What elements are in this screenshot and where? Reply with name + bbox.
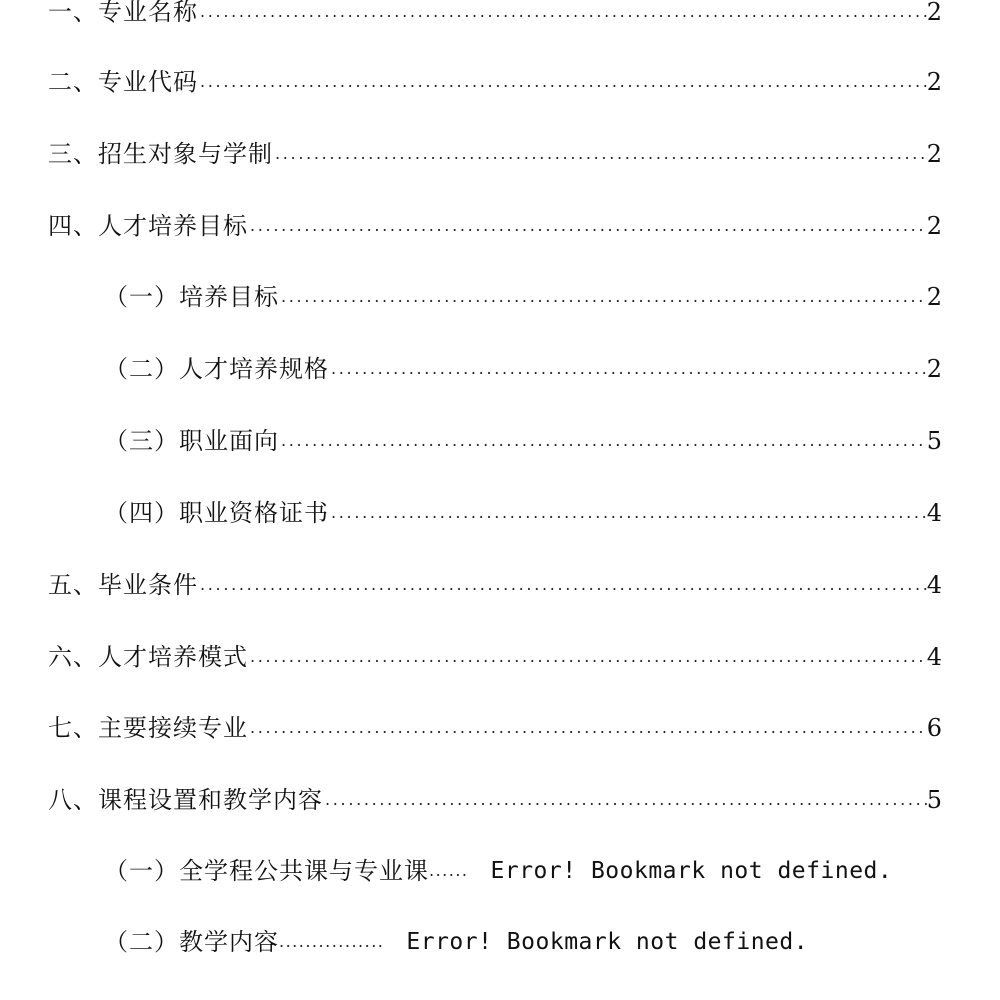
toc-leader (279, 421, 927, 461)
toc-entry-page: 6 (926, 714, 942, 742)
toc-entry[interactable] (48, 134, 942, 174)
toc-leader (248, 206, 927, 246)
toc-leader (329, 493, 927, 533)
toc-entry-title: （一）培养目标 (104, 283, 279, 311)
toc-entry-title: 二、专业代码 (48, 68, 198, 96)
toc-entry-title: 四、人才培养目标 (48, 212, 248, 240)
toc-leader: ................ (279, 932, 385, 951)
toc-leader (279, 277, 927, 317)
toc-entry-title: （三）职业面向 (104, 427, 279, 455)
toc-entry[interactable] (104, 493, 942, 533)
toc-entry-page: 2 (926, 0, 942, 26)
toc-entry-page: 4 (926, 643, 942, 671)
toc-leader (198, 565, 927, 605)
toc-leader (198, 62, 927, 102)
toc-leader (329, 349, 927, 389)
toc-leader (273, 134, 927, 174)
toc-entry-title: （二）教学内容 (104, 928, 279, 956)
toc-entry-title: 七、主要接续专业 (48, 714, 248, 742)
toc-leader (248, 708, 927, 748)
toc-entry[interactable] (48, 0, 942, 32)
toc-leader (323, 780, 927, 820)
toc-entry[interactable] (104, 421, 942, 461)
toc-leader (198, 0, 927, 32)
toc-entry[interactable] (48, 565, 942, 605)
toc-entry-page: 2 (926, 68, 942, 96)
toc-entry-title: 五、毕业条件 (48, 571, 198, 599)
toc-entry-page: 4 (926, 499, 942, 527)
toc-entry[interactable] (104, 349, 942, 389)
toc-entry-page: 4 (926, 571, 942, 599)
toc-entry-page: 2 (926, 140, 942, 168)
toc-entry[interactable] (48, 637, 942, 677)
toc-entry-page: 2 (926, 283, 942, 311)
toc-error-text: Error! Bookmark not defined. (406, 929, 809, 955)
toc-entry[interactable] (48, 206, 942, 246)
toc-entry-title: （二）人才培养规格 (104, 355, 329, 383)
toc-entry-title: （一）全学程公共课与专业课 (104, 857, 429, 885)
toc-entry-page: 2 (926, 355, 942, 383)
toc-entry-title: 三、招生对象与学制 (48, 140, 273, 168)
toc-entry-page: 2 (926, 212, 942, 240)
toc-entry-title: 六、人才培养模式 (48, 643, 248, 671)
toc-entry-title: （四）职业资格证书 (104, 499, 329, 527)
toc-leader (248, 637, 927, 677)
toc-leader: ...... (429, 861, 469, 880)
toc-entry-page: 5 (926, 427, 942, 455)
toc-entry[interactable] (104, 851, 942, 891)
toc-entry-title: 一、专业名称 (48, 0, 198, 26)
toc-entry[interactable] (104, 922, 942, 962)
toc-entry-page: 5 (926, 786, 942, 814)
toc-entry-title: 八、课程设置和教学内容 (48, 786, 323, 814)
toc-entry[interactable] (48, 780, 942, 820)
toc-entry[interactable] (48, 62, 942, 102)
toc-entry[interactable] (104, 277, 942, 317)
toc-entry[interactable] (48, 708, 942, 748)
toc-error-text: Error! Bookmark not defined. (490, 858, 893, 884)
